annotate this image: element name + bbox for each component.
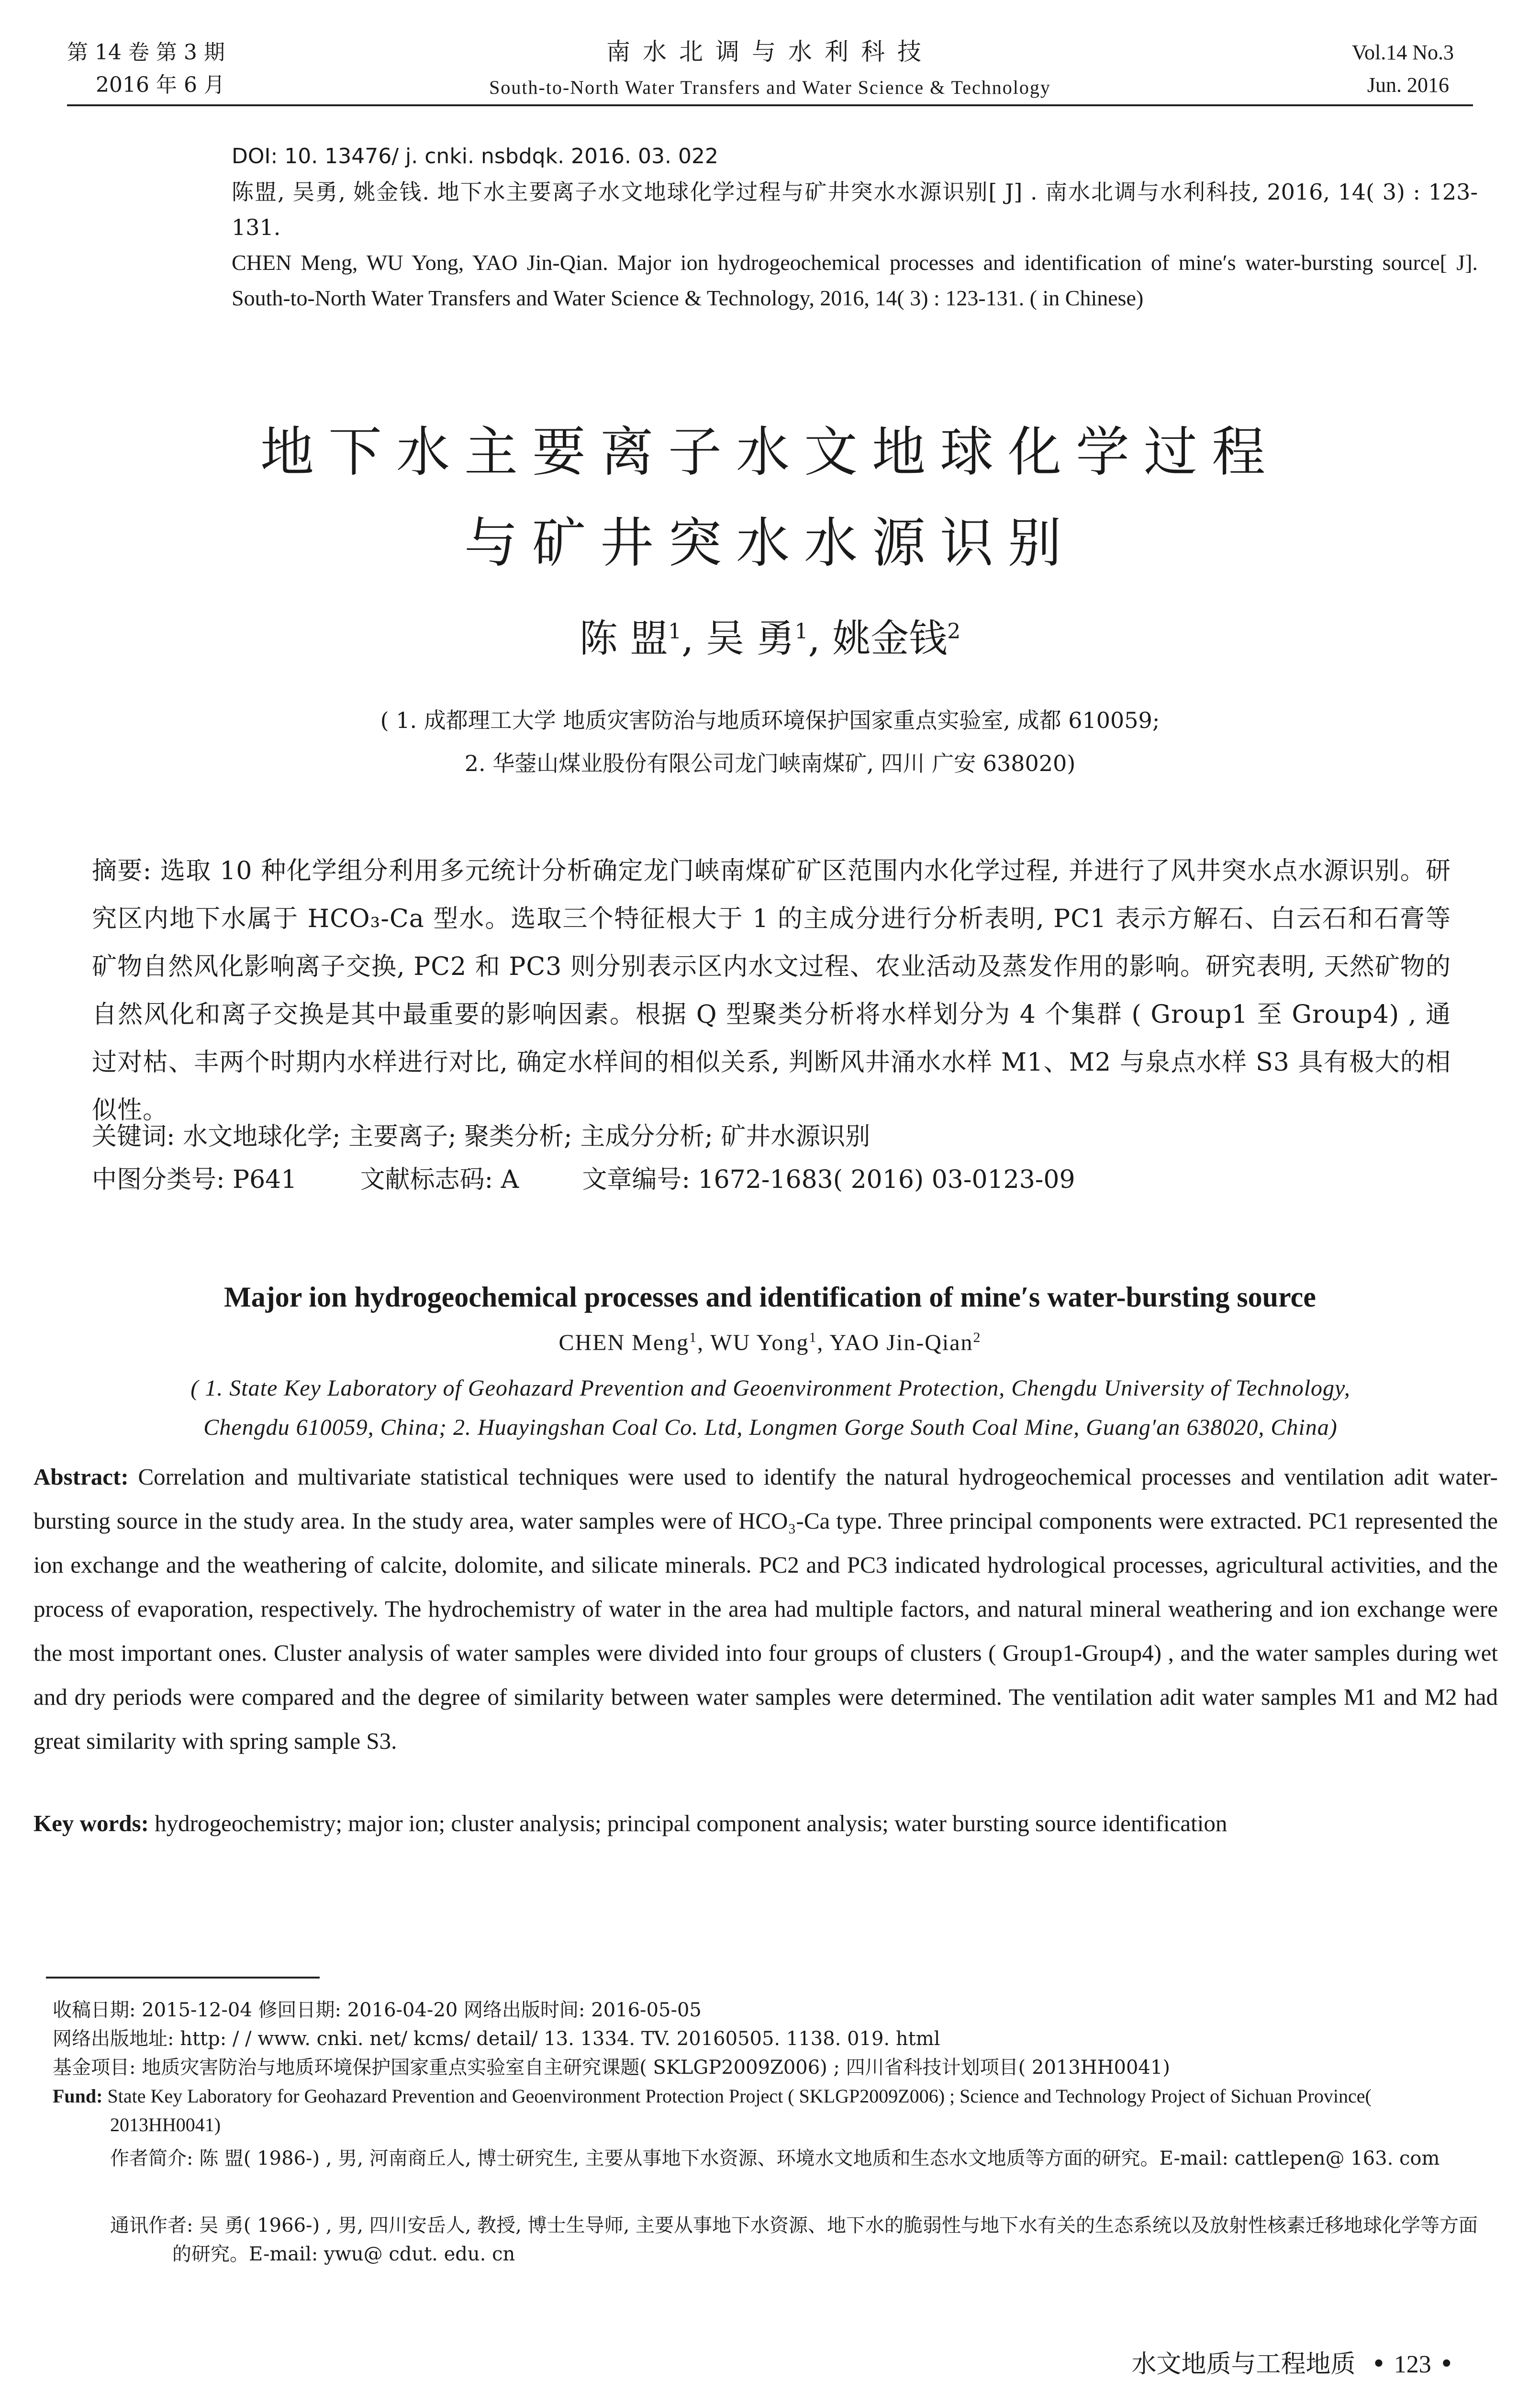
citation-cn: 陈盟, 吴勇, 姚金钱. 地下水主要离子水文地球化学过程与矿井突水水源识别[ J] . 南水北调与水利科技, 2016, 14( 3) : 123-131. <box>232 179 1478 240</box>
english-affiliation-line-1: ( 1. State Key Laboratory of Geohazard Prevention and Geoenvironment Protection, Chengdu University of Technology, <box>190 1375 1350 1401</box>
paper-title <box>0 407 1540 589</box>
affiliation-line-2: 2. 华蓥山煤业股份有限公司龙门峡南煤矿, 四川 广安 638020) <box>464 750 1076 776</box>
clc-code: P641 <box>233 1165 297 1194</box>
english-affiliations <box>57 1369 1484 1447</box>
affiliations-cn <box>0 699 1540 785</box>
footnote-fund-cn: 基金项目: 地质灾害防治与地质环境保护国家重点实验室自主研究课题( SKLGP2009Z006) ; 四川省科技计划项目( 2013HH0041) <box>53 2057 1170 2079</box>
english-keywords-label: Key words: <box>33 1810 149 1836</box>
page-number: 123 <box>1394 2351 1431 2378</box>
author-1: 陈 盟 <box>579 616 669 661</box>
volume-issue-en: Vol.14 No.3 <box>1351 41 1454 64</box>
footnote-fund-en <box>53 2082 1479 2139</box>
affiliation-line-1: ( 1. 成都理工大学 地质灾害防治与地质环境保护国家重点实验室, 成都 610059; <box>380 707 1160 733</box>
english-author-1-affil: 1 <box>689 1330 698 1345</box>
keywords-cn: 关键词: 水文地球化学; 主要离子; 聚类分析; 主成分分析; 矿井水源识别 <box>92 1122 870 1151</box>
citation-en: CHEN Meng, WU Yong, YAO Jin-Qian. Major ion hydrogeochemical processes and identification of mine′s water-bursting source[ J]. South-to-North Water Transfers and Water Science & Technology, 2016, 14( 3) : 123-131. ( in Chinese) <box>232 250 1478 310</box>
fund-label: Fund: <box>53 2085 103 2107</box>
footnote-rule <box>46 1977 320 1979</box>
english-author-2-affil: 1 <box>809 1330 817 1345</box>
footnote-url: 网络出版地址: http: / / www. cnki. net/ kcms/ detail/ 13. 1334. TV. 20160505. 1138. 019. html <box>53 2028 940 2050</box>
date-cn: 2016 年 6 月 <box>96 73 225 97</box>
english-author-2: WU Yong <box>710 1330 809 1355</box>
date-en: Jun. 2016 <box>1367 73 1449 97</box>
english-author-1: CHEN Meng <box>558 1330 690 1355</box>
english-affiliation-line-2: Chengdu 610059, China; 2. Huayingshan Coal Co. Ltd, Longmen Gorge South Coal Mine, Guang′an 638020, China) <box>203 1415 1338 1440</box>
clc-label: 中图分类号 <box>92 1165 217 1194</box>
doc-code: A <box>501 1165 519 1194</box>
volume-issue-cn: 第 14 卷 第 3 期 <box>67 40 225 65</box>
page-footer: 水文地质与工程地质 • 123 • <box>1131 2350 1454 2379</box>
english-authors: CHEN Meng$^1$, WU Yong$^1$, YAO Jin-Qian$^2$ <box>558 1330 982 1355</box>
classification-line: 中图分类号: P641 文献标志码: A 文章编号: 1672-1683( 2016) 03-0123-09 <box>92 1165 1075 1194</box>
author-2: 吴 勇 <box>706 616 795 661</box>
header-rule <box>67 104 1473 106</box>
author-3: 姚金钱 <box>832 616 948 661</box>
doi: DOI: 10. 13476/ j. cnki. nsbdqk. 2016. 03. 022 <box>232 144 718 168</box>
article-number: 1672-1683( 2016) 03-0123-09 <box>698 1165 1075 1194</box>
doc-code-label: 文献标志码 <box>360 1165 485 1194</box>
journal-title-en: South-to-North Water Transfers and Water Science & Technology <box>489 77 1051 98</box>
author-1-affil: 1 <box>668 619 682 644</box>
article-number-label: 文章编号 <box>582 1165 682 1194</box>
english-abstract <box>33 1455 1498 1763</box>
author-bio-text: 陈 盟( 1986-) , 男, 河南商丘人, 博士研究生, 主要从事地下水资源、环境水文地质和生态水文地质等方面的研究。E-mail: cattlepen@ 163. com <box>199 2147 1440 2169</box>
english-keywords-text: hydrogeochemistry; major ion; cluster analysis; principal component analysis; water bursting source identification <box>155 1810 1228 1836</box>
english-title: Major ion hydrogeochemical processes and identification of mine′s water-bursting source <box>224 1281 1316 1313</box>
footer-section: 水文地质与工程地质 <box>1131 2350 1356 2379</box>
footnote-author-bio <box>53 2144 1479 2173</box>
paper-title-line2: 与矿井突水水源识别 <box>464 512 1076 574</box>
abstract-cn-label: 摘要 <box>92 857 143 885</box>
abstract-cn: 摘要: 选取 10 种化学组分利用多元统计分析确定龙门峡南煤矿矿区范围内水化学过程, 并进行了风井突水点水源识别。研究区内地下水属于 HCO₃-Ca 型水。选取三个特征根大于 1 的主成分进行分析表明, PC1 表示方解石、白云石和石膏等矿物自然风化影响离子交换, PC2 和 PC3 则分别表示区内水文过程、农业活动及蒸发作用的影响。研究表明, 天然矿物的自然风化和离子交换是其中最重要的影响因素。根据 Q 型聚类分析将水样划分为 4 个集群 ( Group1 至 Group4) , 通过对枯、丰两个时期内水样进行对比, 确定水样间的相似关系, 判断风井涌水水样 M1、M2 与泉点水样 S3 具有极大的相似性。 <box>92 857 1451 1125</box>
footnote-dates: 收稿日期: 2015-12-04 修回日期: 2016-04-20 网络出版时间: 2016-05-05 <box>53 1999 702 2021</box>
author-2-affil: 1 <box>794 619 808 644</box>
author-bio-label: 作者简介: <box>110 2147 193 2169</box>
english-abstract-label: Abstract: <box>33 1464 129 1490</box>
author-3-affil: 2 <box>947 619 961 644</box>
english-author-3-affil: 2 <box>973 1330 982 1345</box>
footnote-corresponding-author <box>53 2211 1479 2269</box>
authors-cn: 陈 盟$^1$, 吴 勇$^1$, 姚金钱$^2$ <box>579 616 961 661</box>
abstract-cn-text: 选取 10 种化学组分利用多元统计分析确定龙门峡南煤矿矿区范围内水化学过程, 并进行了风井突水点水源识别。研究区内地下水属于 HCO₃-Ca 型水。选取三个特征根大于 1 的主成分进行分析表明, PC1 表示方解石、白云石和石膏等矿物自然风化影响离子交换, PC2 和 PC3 则分别表示区内水文过程、农业活动及蒸发作用的影响。研究表明, 天然矿物的自然风化和离子交换是其中最重要的影响因素。根据 Q 型聚类分析将水样划分为 4 个集群 ( Group1 至 Group4) , 通过对枯、丰两个时期内水样进行对比, 确定水样间的相似关系, 判断风井涌水水样 M1、M2 与泉点水样 S3 具有极大的相似性。 <box>92 857 1451 1125</box>
english-abstract-text: Correlation and multivariate statistical techniques were used to identify the natural hydrogeochemical processes and ventilation adit water-bursting source in the study area. In the study area, water samples were of HCO₃-Ca type. Three principal components were extracted. PC1 represented the ion exchange and the weathering of calcite, dolomite, and silicate minerals. PC2 and PC3 indicated hydrological processes, agricultural activities, and the process of evaporation, respectively. The hydrochemistry of water in the area had multiple factors, and natural mineral weathering and ion exchange were the most important ones. Cluster analysis of water samples were divided into four groups of clusters ( Group1-Group4) , and the water samples during wet and dry periods were compared and the degree of similarity between water samples were determined. The ventilation adit water samples M1 and M2 had great similarity with spring sample S3. <box>33 1464 1498 1754</box>
corresponding-author-text: 吴 勇( 1966-) , 男, 四川安岳人, 教授, 博士生导师, 主要从事地下水资源、地下水的脆弱性与地下水有关的生态系统以及放射性核素迁移地球化学等方面的研究。E-mail: ywu@ cdut. edu. cn <box>172 2214 1478 2265</box>
citation-block <box>232 139 1478 316</box>
keywords-cn-label: 关键词 <box>92 1122 167 1151</box>
keywords-cn-text: 水文地球化学; 主要离子; 聚类分析; 主成分分析; 矿井水源识别 <box>183 1122 870 1151</box>
paper-title-line1: 地下水主要离子水文地球化学过程 <box>260 421 1280 483</box>
fund-text: State Key Laboratory for Geohazard Prevention and Geoenvironment Protection Project ( SKLGP2009Z006) ; Science and Technology Project of Sichuan Province( 2013HH0041) <box>107 2085 1372 2136</box>
corresponding-author-label: 通讯作者: <box>110 2214 193 2236</box>
english-author-3: YAO Jin-Qian <box>829 1330 973 1355</box>
journal-title-cn: 南水北调与水利科技 <box>606 38 934 66</box>
english-keywords <box>33 1804 1498 1843</box>
